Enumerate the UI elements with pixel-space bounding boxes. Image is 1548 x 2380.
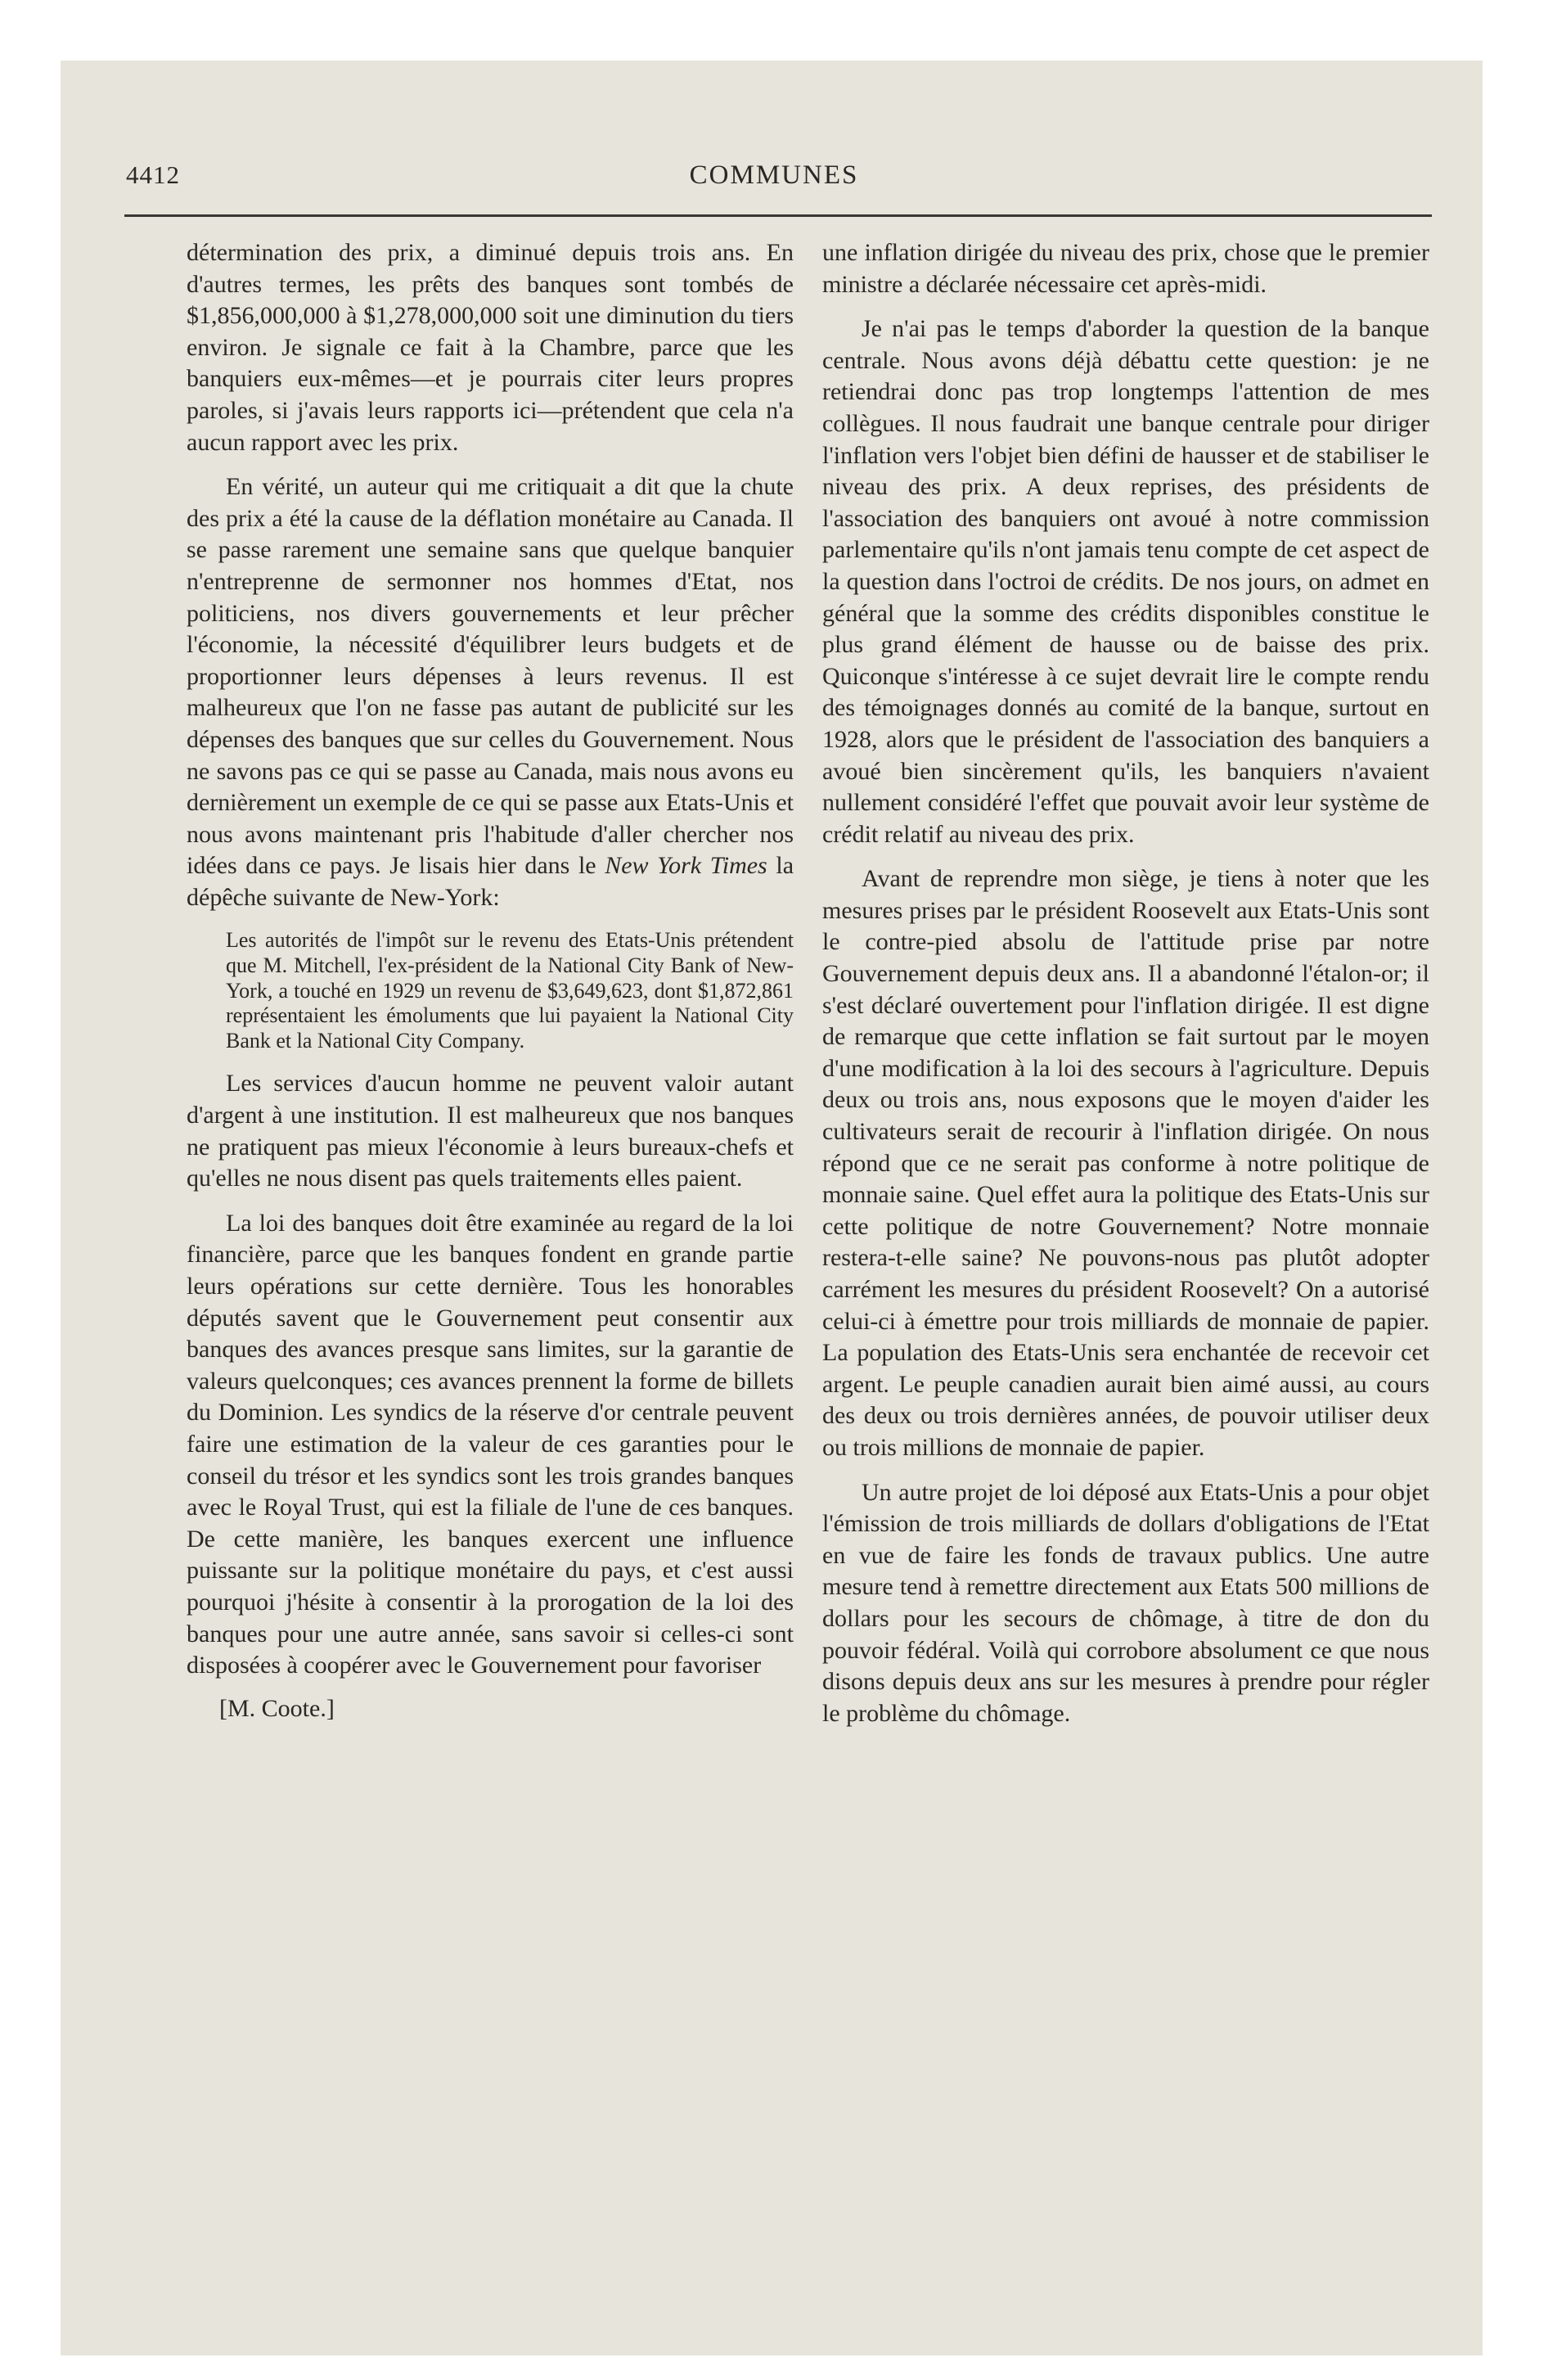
page-number: 4412 <box>126 160 180 189</box>
paragraph <box>187 471 794 913</box>
paragraph: Avant de reprendre mon siège, je tiens à noter que les mesures prises par le président Roosevelt aux Etats-Unis sont le contre-pied absolu de l'attitude prise par notre Gouvernement depuis deux ans. Il a abandonné l'étalon-or; il s'est déclaré ouvertement pour l'inflation dirigée. Il est digne de remarque que cette inflation se fait surtout par le moyen d'une modification à la loi des secours à l'agriculture. Depuis deux ou trois ans, nous exposons que le moyen d'aider les cultivateurs serait de recourir à l'inflation dirigée. On nous répond que ce ne serait pas conforme à notre politique de monnaie saine. Quel effet aura la politique des Etats-Unis sur cette politique de notre Gouvernement? Notre monnaie restera-t-elle saine? Ne pouvons-nous pas plutôt adopter carrément les mesures du président Roosevelt? On a autorisé celui-ci à émettre pour trois milliards de monnaie de papier. La population des Etats-Unis sera enchantée de recevoir cet argent. Le peuple canadien aurait bien aimé aussi, au cours des deux ou trois dernières années, de pouvoir utiliser deux ou trois millions de monnaie de papier. <box>822 865 1429 1461</box>
paragraph: Les services d'aucun homme ne peuvent valoir autant d'argent à une institution. Il est malheureux que nos banques ne pratiquent pas mieux l'économie à leurs bureaux-chefs et qu'elles ne nous disent pas quels traitements elles paient. <box>187 1070 794 1192</box>
left-column <box>187 237 794 1724</box>
paragraph: La loi des banques doit être examinée au regard de la loi financière, parce que les banques fondent en grande partie leurs opérations sur cette dernière. Tous les honorables députés savent que le Gouvernement peut consentir aux banques des avances presque sans limites, sur la garantie de valeurs quelconques; ces avances prennent la forme de billets du Dominion. Les syndics de la réserve d'or centrale peuvent faire une estimation de la valeur de ces garanties pour le conseil du trésor et les syndics sont les trois grandes banques avec le Royal Trust, qui est la filiale de l'une de ces banques. De cette manière, les banques exercent une influence puissante sur la politique monétaire du pays, et c'est aussi pourquoi j'hésite à consentir à la prorogation de la loi des banques pour une autre année, sans savoir si celles-ci sont disposées à coopérer avec le Gouvernement pour favoriser <box>187 1209 794 1679</box>
right-column <box>822 237 1429 1729</box>
newspaper-title: New York Times <box>605 852 767 880</box>
paragraph: Je n'ai pas le temps d'aborder la question de la banque centrale. Nous avons déjà débattu cette question: je ne retiendrai donc pas trop longtemps l'attention de mes collègues. Il nous faudrait une banque centrale pour diriger l'inflation vers l'objet bien défini de hausser et de stabiliser le niveau des prix. A deux reprises, des présidents de l'association des banquiers ont avoué à notre commission parlementaire qu'ils n'ont jamais tenu compte de cet aspect de la question dans l'octroi de crédits. De nos jours, on admet en général que la somme des crédits disponibles constitue le plus grand élément de hausse ou de baisse des prix. Quiconque s'intéresse à ce sujet devrait lire le compte rendu des témoignages donnés au comité de la banque, surtout en 1928, alors que le président de l'association des banquiers a avoué bien sincèrement qu'ils, les banquiers n'avaient nullement considéré l'effet que pouvait avoir leur système de crédit relatif au niveau des prix. <box>822 315 1429 848</box>
quote-text: Les autorités de l'impôt sur le revenu des Etats-Unis prétendent que M. Mitchell, l'ex-président de la National City Bank of New-York, a touché en 1929 un revenu de $3,649,623, dont $1,872,861 représentaient les émoluments que lui payaient la National City Bank et la National City Company. <box>226 928 794 1053</box>
speaker-label: [M. Coote.] <box>219 1694 335 1722</box>
header-rule <box>124 214 1432 217</box>
paragraph: détermination des prix, a diminué depuis trois ans. En d'autres termes, les prêts des banques sont tombés de $1,856,000,000 à $1,278,000,000 soit une diminution du tiers environ. Je signale ce fait à la Chambre, parce que les banquiers eux-mêmes—et je pourrais citer leurs propres paroles, si j'avais leurs rapports ici—prétendent que cela n'a aucun rapport avec les prix. <box>187 239 794 456</box>
paragraph-text: la dépêche suivante de New-York: <box>187 852 794 911</box>
block-quote <box>226 928 794 1053</box>
paragraph-text: En vérité, un auteur qui me critiquait a dit que la chute des prix a été la cause de la déflation monétaire au Canada. Il se passe rarement une semaine sans que quelque banquier n'entreprenne de sermonner nos hommes d'Etat, nos politiciens, nos divers gouvernements et leur prêcher l'économie, la nécessité d'équilibrer leurs budgets et de proportionner leurs dépenses à leurs revenus. Il est malheureux que l'on ne fasse pas autant de publicité sur les dépenses des banques que sur celles du Gouvernement. Nous ne savons pas ce qui se passe au Canada, mais nous avons eu dernièrement un exemple de ce qui se passe aux Etats-Unis et nous avons maintenant pris l'habitude d'aller chercher nos idées dans ce pays. Je lisais hier dans le <box>187 473 794 880</box>
paragraph: une inflation dirigée du niveau des prix, chose que le premier ministre a déclarée nécessaire cet après-midi. <box>822 239 1429 298</box>
page-title: COMMUNES <box>689 160 859 190</box>
paragraph: Un autre projet de loi déposé aux Etats-Unis a pour objet l'émission de trois milliards de dollars d'obligations de l'Etat en vue de faire les fonds de travaux publics. Une autre mesure tend à remettre directement aux Etats 500 millions de dollars pour les secours de chômage, à titre de don du pouvoir fédéral. Voilà qui corrobore absolument ce que nous disons depuis deux ans sur les mesures à prendre pour régler le problème du chômage. <box>822 1478 1429 1727</box>
